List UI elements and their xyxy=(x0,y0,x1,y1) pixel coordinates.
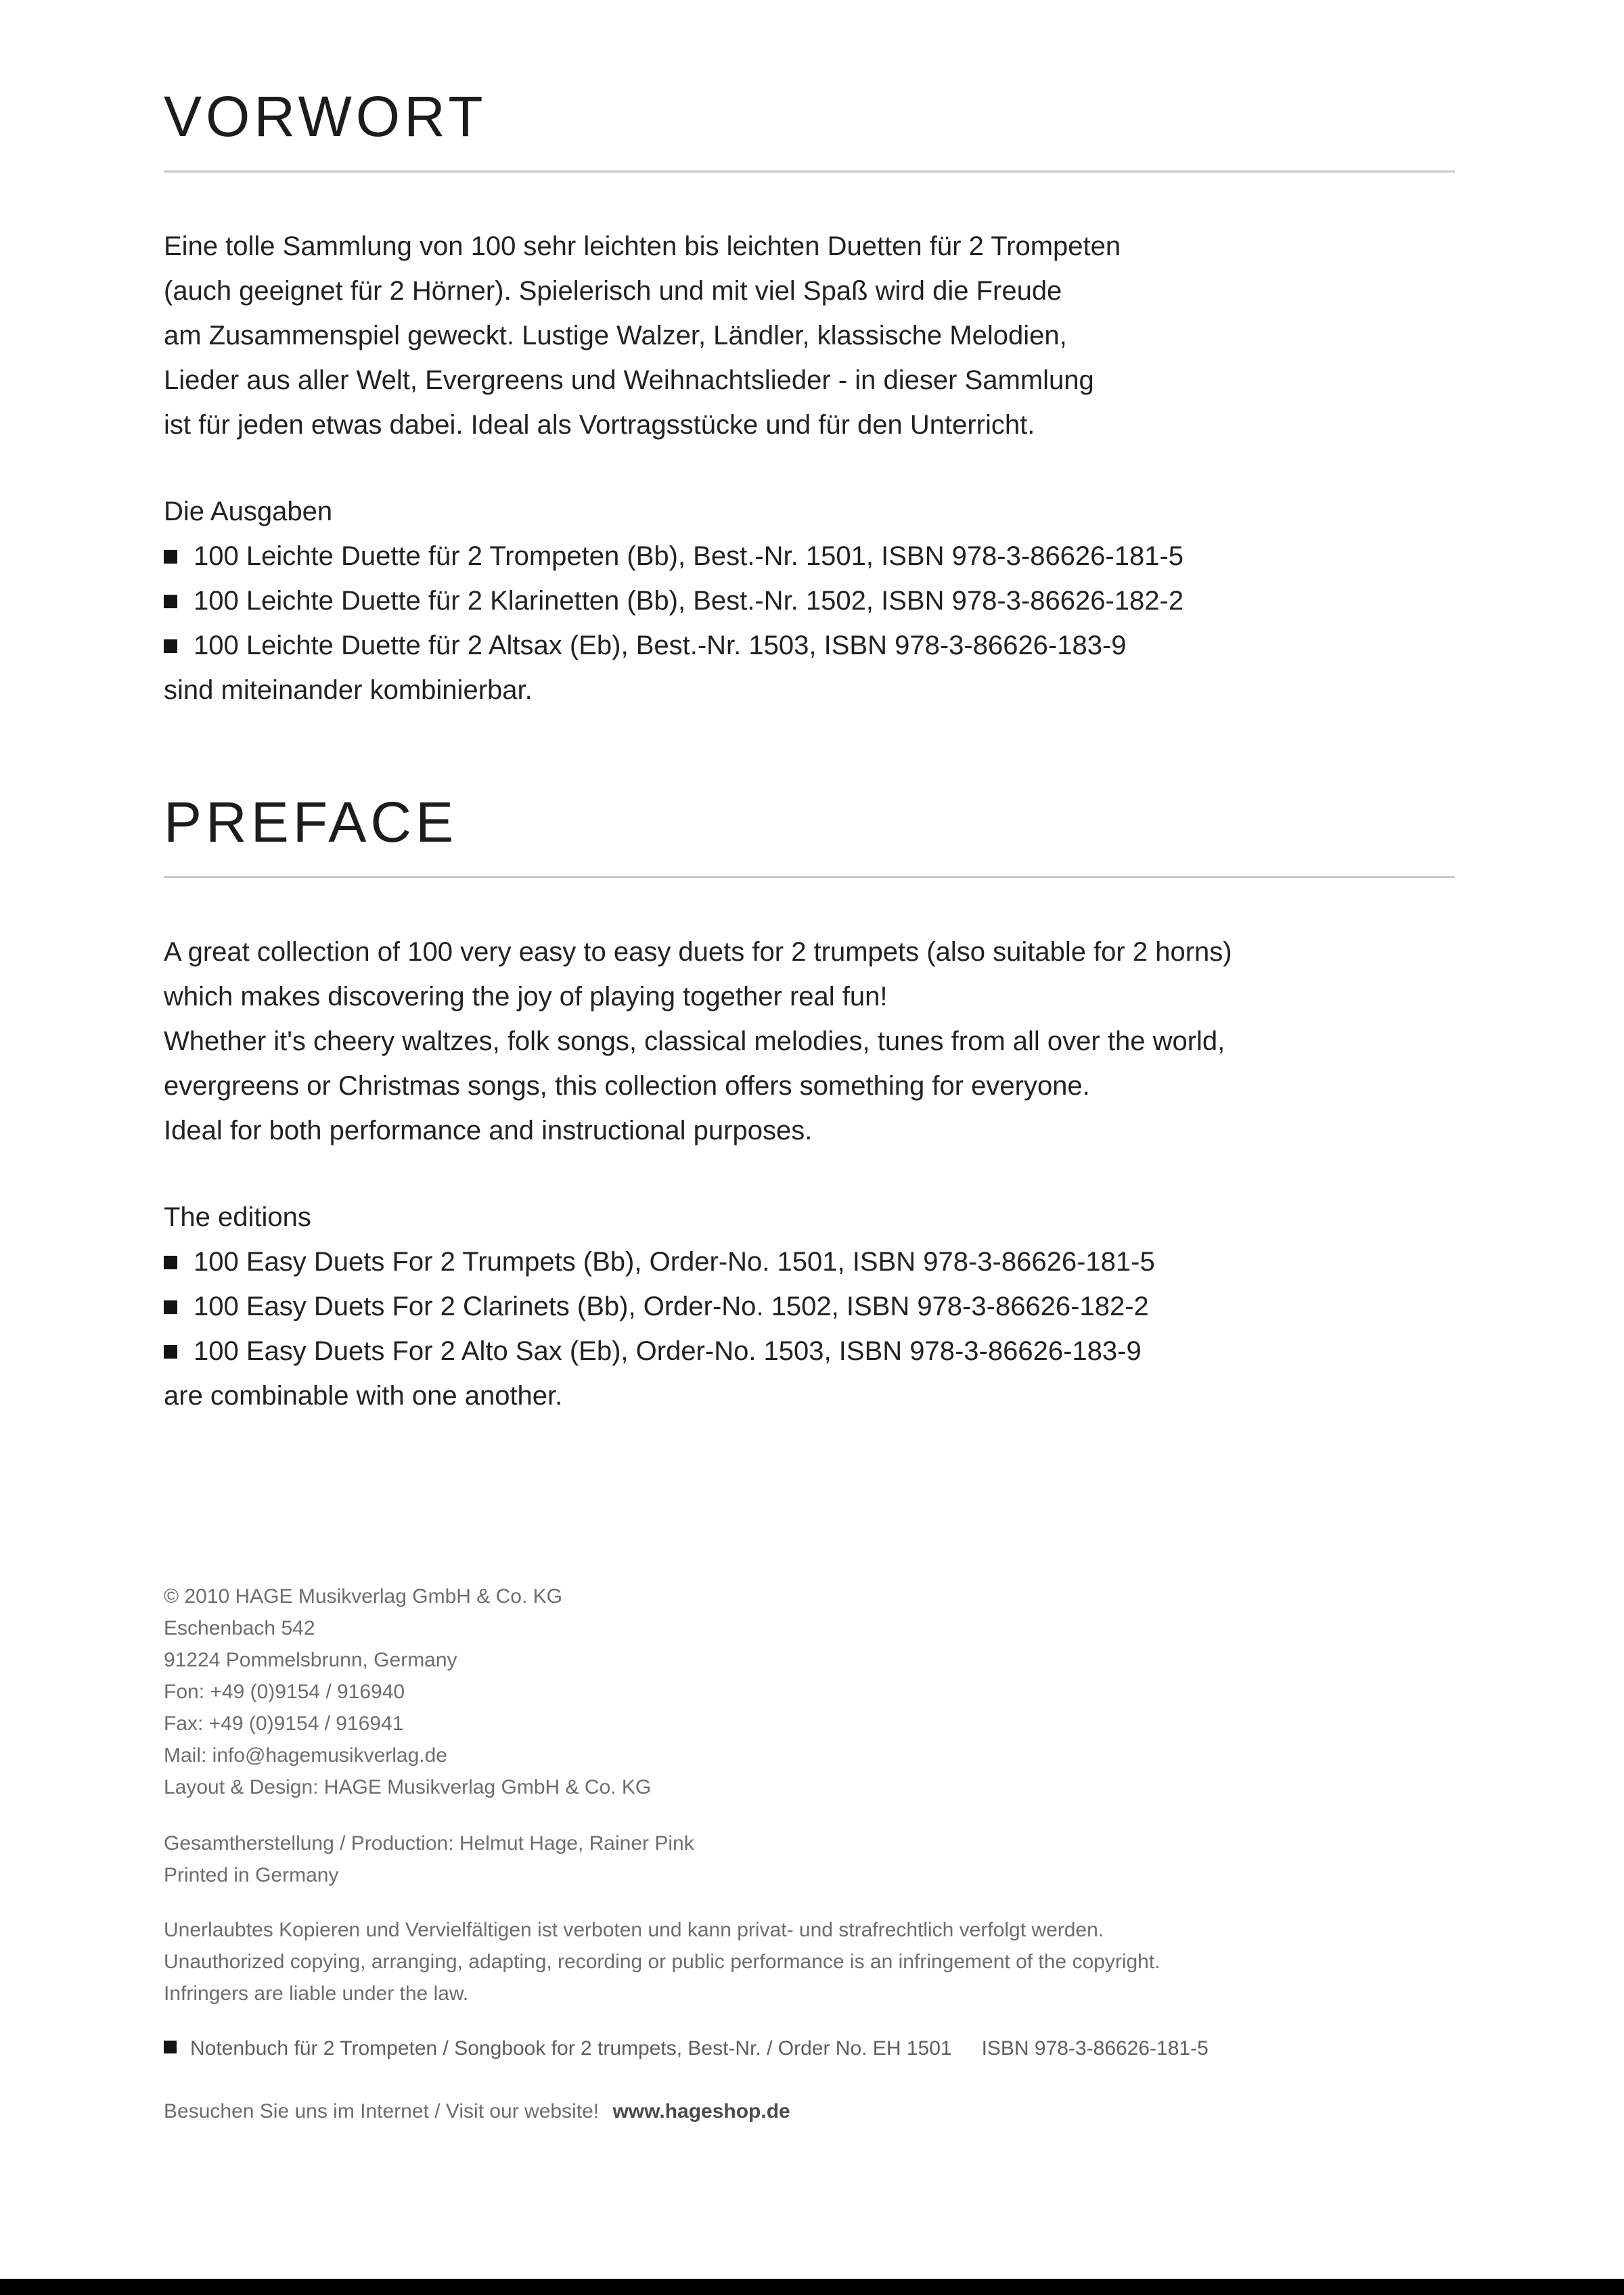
songbook-reference xyxy=(164,2032,1455,2064)
paragraph-line: Eine tolle Sammlung von 100 sehr leichten bis leichten Duetten für 2 Trompeten xyxy=(164,231,1121,261)
editions-heading: Die Ausgaben xyxy=(164,497,333,526)
imprint-line: Fax: +49 (0)9154 / 916941 xyxy=(164,1712,404,1735)
legal-line: Unauthorized copying, arranging, adapting, recording or public performance is an infringement of the copyright. xyxy=(164,1951,1160,1973)
edition-item-text: 100 Leichte Duette für 2 Trompeten (Bb), Best.-Nr. 1501, ISBN 978-3-86626-181-5 xyxy=(194,541,1184,571)
editions-note: are combinable with one another. xyxy=(164,1381,563,1411)
songbook-label: Notenbuch für 2 Trompeten / Songbook for 2 trumpets, Best-Nr. / Order No. EH 1501 xyxy=(190,2037,952,2060)
bullet-square-icon xyxy=(164,1300,177,1314)
legal-line: Unerlaubtes Kopieren und Vervielfältigen ist verboten und kann privat- und strafrechtlich verfolgt werden. xyxy=(164,1919,1104,1941)
preface-section xyxy=(164,790,1455,1418)
website-line xyxy=(164,2095,1455,2127)
preface-paragraph xyxy=(164,930,1455,1153)
legal-block xyxy=(164,1914,1455,2009)
bullet-square-icon xyxy=(164,639,177,653)
imprint-line: 91224 Pommelsbrunn, Germany xyxy=(164,1649,457,1671)
paragraph-line: am Zusammenspiel geweckt. Lustige Walzer, Ländler, klassische Melodien, xyxy=(164,321,1067,350)
paragraph-line: Ideal for both performance and instructional purposes. xyxy=(164,1116,813,1145)
website-url: www.hageshop.de xyxy=(612,2100,790,2122)
imprint-section xyxy=(164,1581,1455,2127)
paragraph-line: (auch geeignet für 2 Hörner). Spielerisch und mit viel Spaß wird die Freude xyxy=(164,276,1062,306)
edition-item-text: 100 Easy Duets For 2 Trumpets (Bb), Order-No. 1501, ISBN 978-3-86626-181-5 xyxy=(194,1247,1155,1277)
paragraph-line: ist für jeden etwas dabei. Ideal als Vortragsstücke und für den Unterricht. xyxy=(164,410,1035,440)
paragraph-line: which makes discovering the joy of playing together real fun! xyxy=(164,982,888,1012)
editions-note: sind miteinander kombinierbar. xyxy=(164,675,533,705)
bullet-square-icon xyxy=(164,1256,177,1269)
paragraph-line: evergreens or Christmas songs, this collection offers something for everyone. xyxy=(164,1071,1090,1101)
production-block xyxy=(164,1827,1455,1891)
vorwort-divider xyxy=(164,171,1455,173)
edition-item xyxy=(164,578,1455,623)
edition-item-text: 100 Leichte Duette für 2 Klarinetten (Bb), Best.-Nr. 1502, ISBN 978-3-86626-182-2 xyxy=(194,586,1184,616)
editions-heading: The editions xyxy=(164,1202,311,1232)
edition-item xyxy=(164,534,1455,578)
edition-item-text: 100 Leichte Duette für 2 Altsax (Eb), Best.-Nr. 1503, ISBN 978-3-86626-183-9 xyxy=(194,631,1127,660)
vorwort-section xyxy=(164,85,1455,712)
imprint-line: Mail: info@hagemusikverlag.de xyxy=(164,1744,447,1767)
imprint-line: Printed in Germany xyxy=(164,1864,339,1886)
bullet-square-icon xyxy=(164,1345,177,1359)
edition-item xyxy=(164,1240,1455,1284)
preface-editions-list xyxy=(164,1195,1455,1418)
imprint-line: © 2010 HAGE Musikverlag GmbH & Co. KG xyxy=(164,1585,562,1608)
imprint-line: Gesamtherstellung / Production: Helmut Hage, Rainer Pink xyxy=(164,1832,694,1855)
imprint-line: Layout & Design: HAGE Musikverlag GmbH & Co. KG xyxy=(164,1776,652,1798)
publisher-block xyxy=(164,1581,1455,1803)
paragraph-line: Whether it's cheery waltzes, folk songs, classical melodies, tunes from all over the world, xyxy=(164,1026,1225,1056)
preface-heading: PREFACE xyxy=(164,790,458,854)
bullet-square-icon xyxy=(164,550,177,564)
bullet-square-icon xyxy=(164,2041,177,2053)
bottom-black-bar xyxy=(0,2279,1624,2295)
bullet-square-icon xyxy=(164,595,177,608)
paragraph-line: A great collection of 100 very easy to easy duets for 2 trumpets (also suitable for 2 horns) xyxy=(164,937,1232,967)
edition-item xyxy=(164,1329,1455,1373)
vorwort-paragraph xyxy=(164,224,1455,447)
imprint-line: Fon: +49 (0)9154 / 916940 xyxy=(164,1681,405,1703)
imprint-line: Eschenbach 542 xyxy=(164,1617,315,1639)
page-content xyxy=(164,85,1455,2127)
edition-item xyxy=(164,1284,1455,1329)
vorwort-editions-list xyxy=(164,489,1455,712)
vorwort-heading: VORWORT xyxy=(164,85,487,148)
preface-divider xyxy=(164,876,1455,878)
edition-item-text: 100 Easy Duets For 2 Alto Sax (Eb), Order-No. 1503, ISBN 978-3-86626-183-9 xyxy=(194,1336,1142,1366)
edition-item-text: 100 Easy Duets For 2 Clarinets (Bb), Order-No. 1502, ISBN 978-3-86626-182-2 xyxy=(194,1292,1149,1321)
songbook-isbn: ISBN 978-3-86626-181-5 xyxy=(981,2037,1209,2060)
paragraph-line: Lieder aus aller Welt, Evergreens und Weihnachtslieder - in dieser Sammlung xyxy=(164,365,1094,395)
website-prefix: Besuchen Sie uns im Internet / Visit our website! xyxy=(164,2100,600,2122)
legal-line: Infringers are liable under the law. xyxy=(164,1982,469,2005)
edition-item xyxy=(164,623,1455,668)
